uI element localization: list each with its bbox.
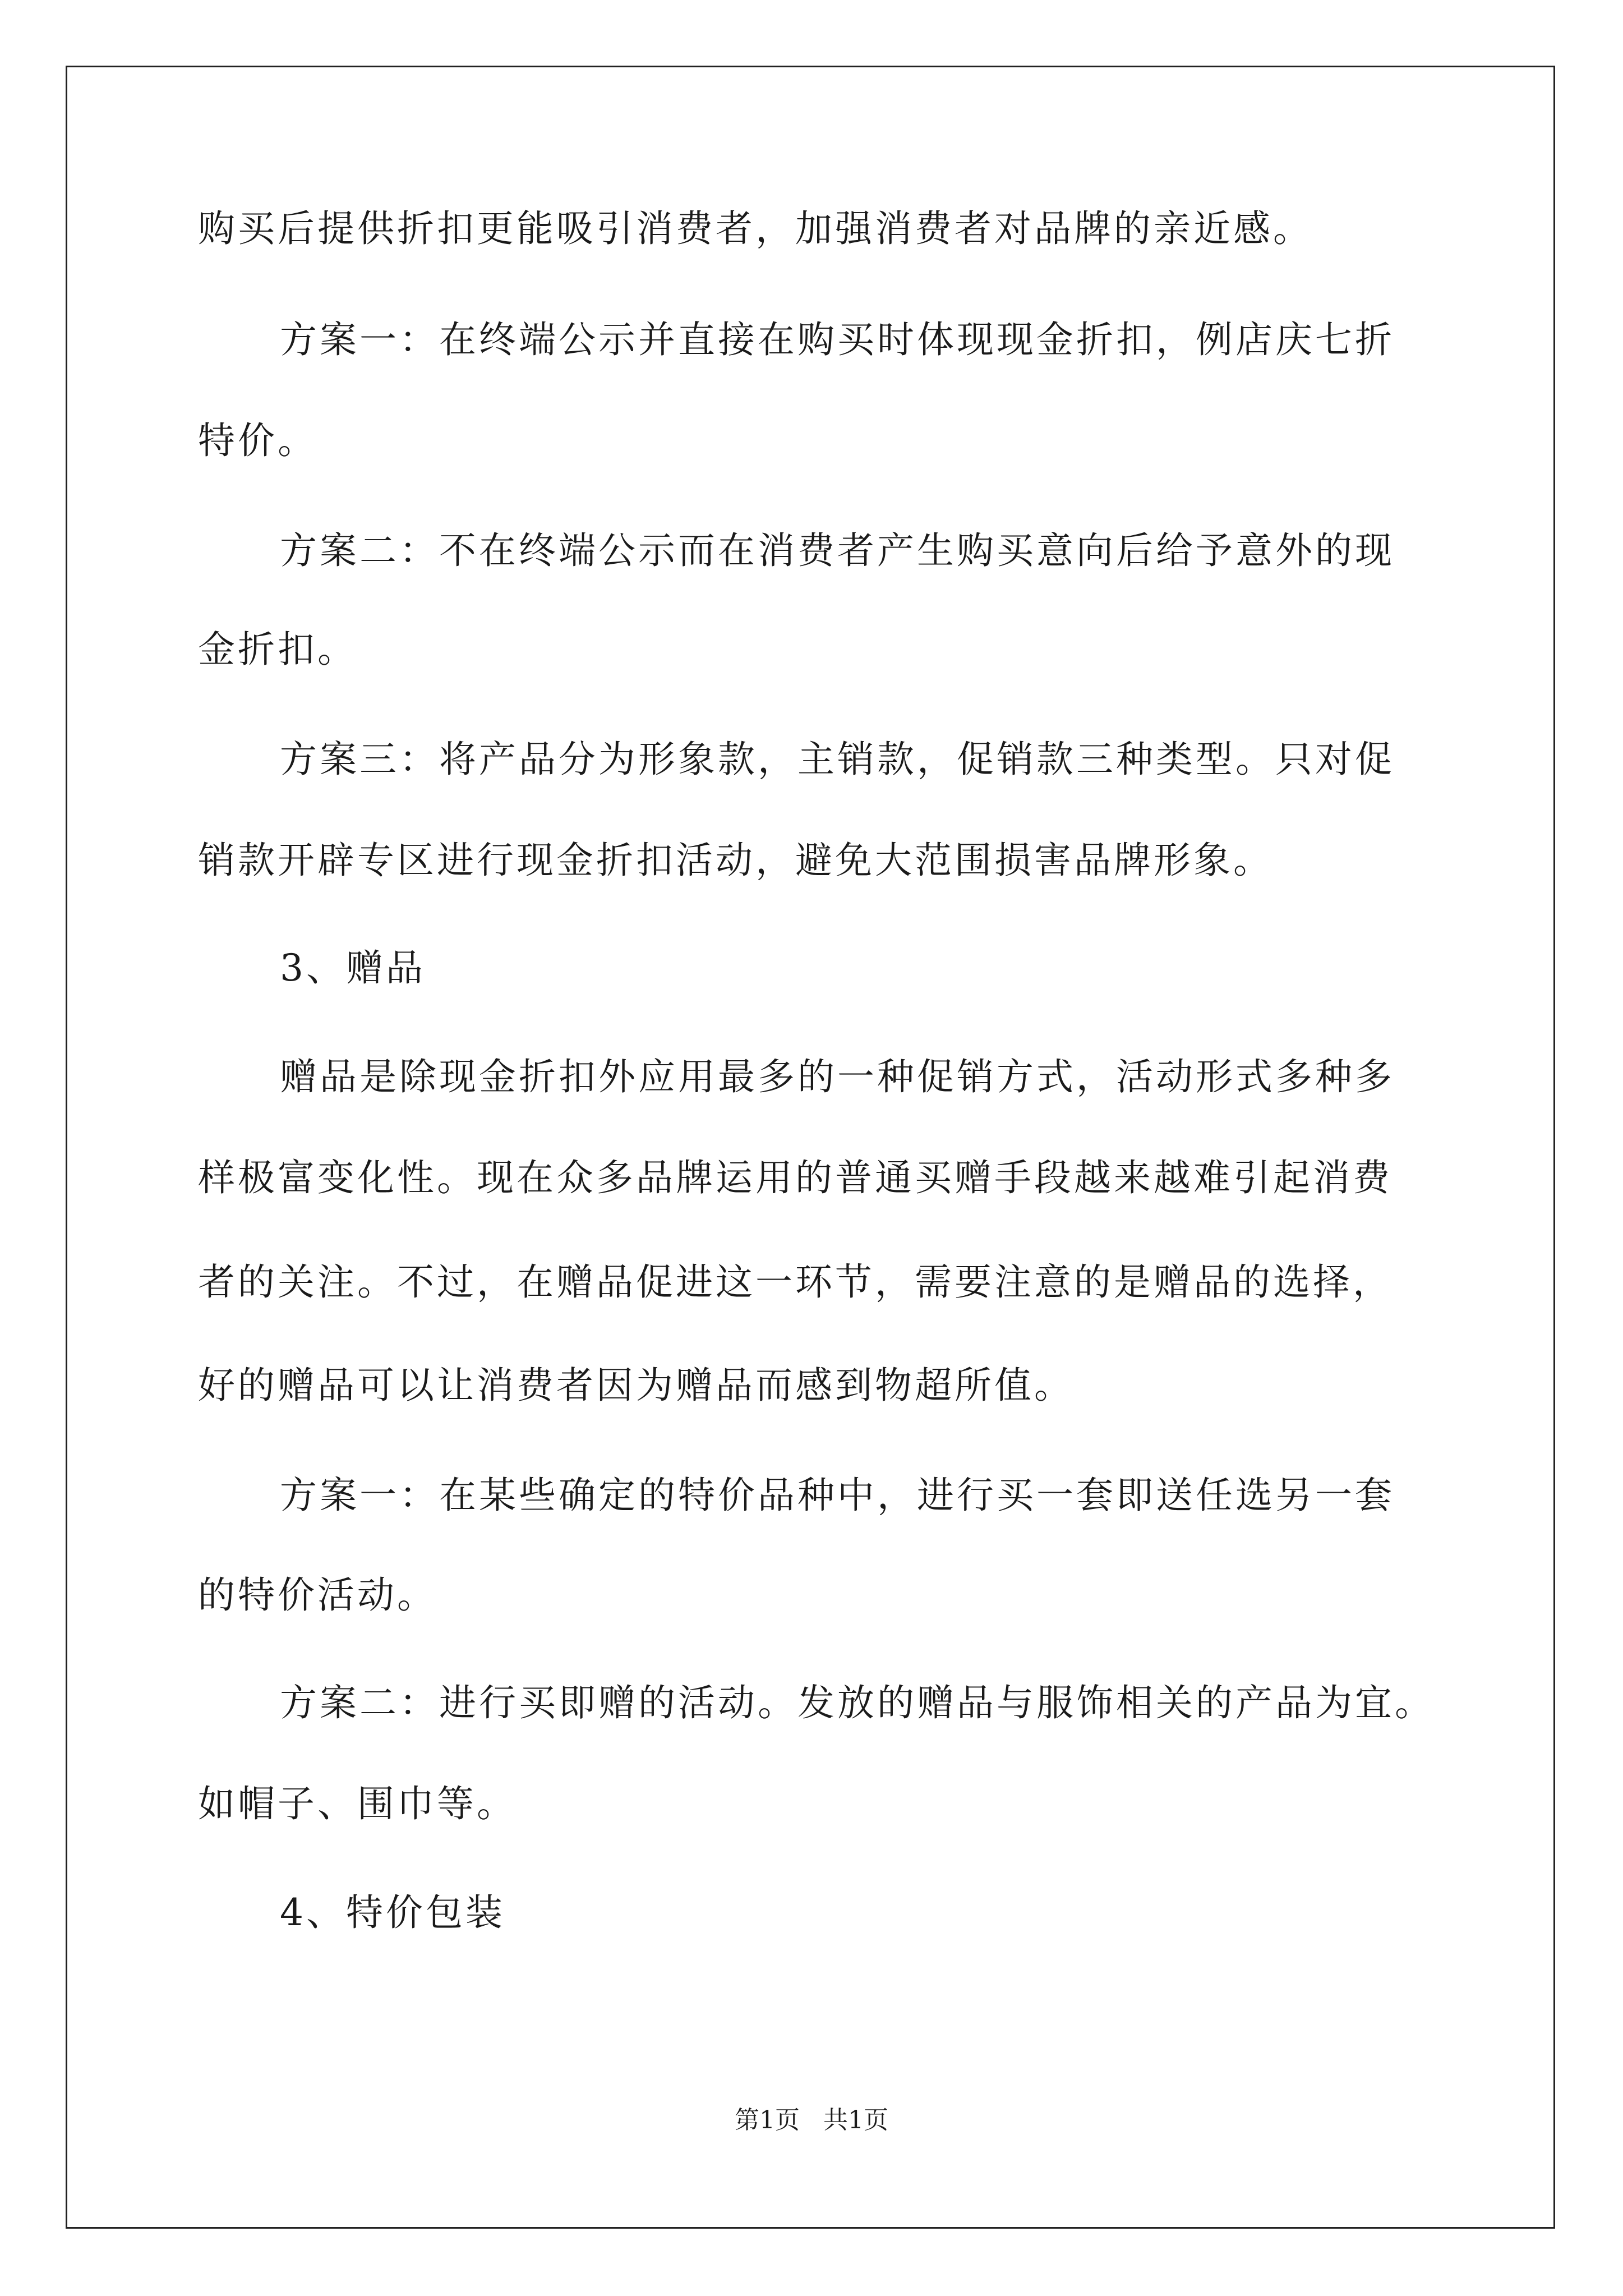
text-line: 如帽子、围巾等。 [198,1782,517,1825]
text-line: 销款开辟专区进行现金折扣活动，避免大范围损害品牌形象。 [198,839,1273,882]
page-number-footer: 第1页 共1页 [735,2106,888,2134]
text-line: 的特价活动。 [198,1573,437,1617]
text-line: 方案一：在终端公示并直接在购买时体现现金折扣，例店庆七折 [280,318,1395,361]
text-line: 方案一：在某些确定的特价品种中，进行买一套即送任选另一套 [280,1474,1395,1517]
text-line: 方案三：将产品分为形象款，主销款，促销款三种类型。只对促 [280,738,1395,781]
text-line: 方案二：进行买即赠的活动。发放的赠品与服饰相关的产品为宜。 [280,1681,1435,1724]
section-heading: 3、赠品 [280,946,426,990]
text-line: 金折扣。 [198,628,357,671]
text-line: 特价。 [198,419,317,462]
section-heading: 4、特价包装 [280,1891,505,1934]
text-line: 样极富变化性。现在众多品牌运用的普通买赠手段越来越难引起消费 [198,1156,1393,1199]
text-line: 者的关注。不过，在赠品促进这一环节，需要注意的是赠品的选择， [198,1260,1393,1304]
text-line: 好的赠品可以让消费者因为赠品而感到物超所值。 [198,1364,1074,1407]
text-line: 赠品是除现金折扣外应用最多的一种促销方式，活动形式多种多 [280,1055,1395,1098]
text-line: 方案二：不在终端公示而在消费者产生购买意向后给予意外的现 [280,529,1395,572]
text-line: 购买后提供折扣更能吸引消费者，加强消费者对品牌的亲近感。 [198,207,1313,250]
